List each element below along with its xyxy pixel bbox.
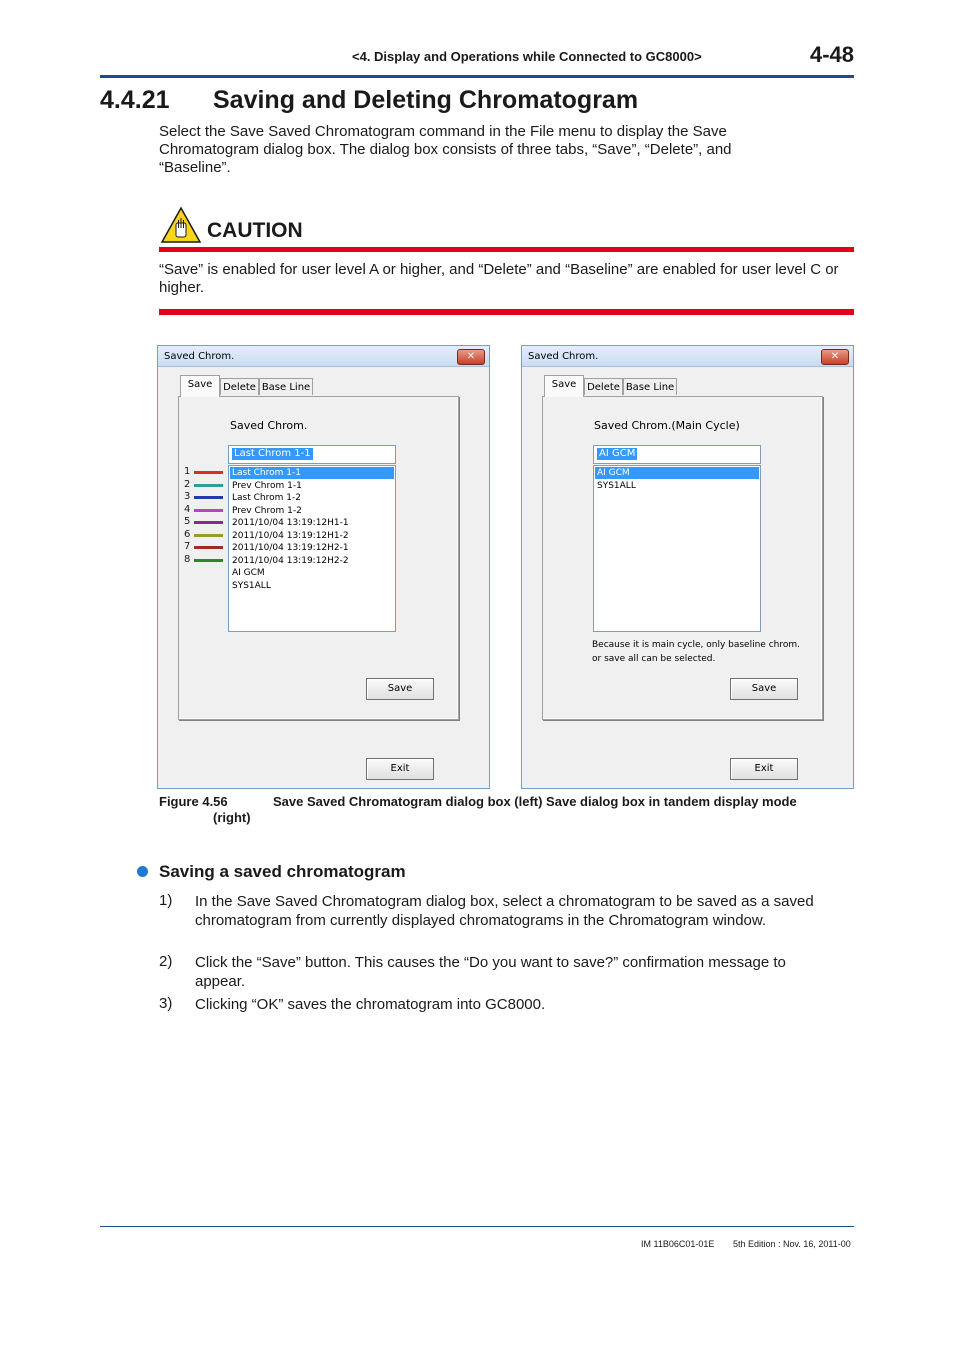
legend-number: 1 xyxy=(184,466,191,477)
tab-base-line[interactable]: Base Line xyxy=(623,378,677,395)
list-item[interactable]: Last Chrom 1-2 xyxy=(232,493,301,503)
page-number: 4-48 xyxy=(810,42,855,67)
list-item[interactable]: 2011/10/04 13:19:12H1-1 xyxy=(232,518,349,528)
chrom-listbox[interactable] xyxy=(593,465,761,632)
subsection-title: Saving a saved chromatogram xyxy=(159,862,406,881)
list-item[interactable]: Last Chrom 1-1 xyxy=(230,467,394,479)
list-item[interactable]: SYS1ALL xyxy=(232,580,271,591)
bullet-icon xyxy=(137,866,148,877)
figure-caption: Save Saved Chromatogram dialog box (left) Save dialog box in tandem display mode xyxy=(273,794,797,809)
caution-top-bar xyxy=(159,247,854,252)
main-cycle-note-line2: or save all can be selected. xyxy=(592,654,716,664)
list-item[interactable]: Prev Chrom 1-1 xyxy=(232,480,302,491)
legend-line xyxy=(194,546,223,549)
legend-number: 6 xyxy=(184,528,191,540)
tab-save[interactable]: Save xyxy=(180,375,220,397)
chrom-combo[interactable] xyxy=(593,445,761,464)
step-number: 2) xyxy=(159,953,173,970)
legend-line xyxy=(194,509,223,512)
combo-value: Last Chrom 1-1 xyxy=(234,448,311,459)
group-label: Saved Chrom. xyxy=(230,419,308,432)
chrom-combo[interactable] xyxy=(228,445,396,464)
caution-hand-icon xyxy=(160,206,202,244)
figure-caption-continued: (right) xyxy=(213,810,251,825)
intro-paragraph: Select the Save Saved Chromatogram command in the File menu to display the Save Chromatogram dialog box. The dialog box consists of three tabs, “Save”, “Delete”, and “Baseline”. xyxy=(159,123,732,176)
combo-value: AI GCM xyxy=(599,448,636,459)
caution-text: “Save” is enabled for user level A or higher, and “Delete” and “Baseline” are enabled for user level C or higher. xyxy=(159,261,839,296)
list-item[interactable]: 2011/10/04 13:19:12H2-2 xyxy=(232,555,349,566)
save-button[interactable]: Save xyxy=(366,678,434,700)
dialog-titlebar xyxy=(158,346,489,367)
close-button[interactable]: ✕ xyxy=(821,349,849,365)
list-item[interactable]: Prev Chrom 1-2 xyxy=(232,505,302,516)
dialog-titlebar xyxy=(522,346,853,367)
legend-number: 7 xyxy=(184,541,191,552)
exit-button[interactable]: Exit xyxy=(730,758,798,780)
chapter-header: <4. Display and Operations while Connected to GC8000> xyxy=(352,49,702,64)
saved-chrom-dialog-left xyxy=(157,345,490,789)
step-text: Clicking “OK” saves the chromatogram into GC8000. xyxy=(195,996,546,1013)
legend-number: 2 xyxy=(184,478,191,490)
list-item[interactable]: AI GCM xyxy=(595,467,759,479)
dialog-title: Saved Chrom. xyxy=(528,351,599,362)
footer-edition: 5th Edition : Nov. 16, 2011-00 xyxy=(733,1239,851,1249)
legend-number: 4 xyxy=(184,503,191,515)
legend-number: 8 xyxy=(184,553,191,565)
header-rule xyxy=(100,75,854,78)
legend-line xyxy=(194,471,223,474)
legend-line xyxy=(194,484,223,487)
footer-rule xyxy=(100,1226,854,1227)
chrom-listbox[interactable] xyxy=(228,465,396,632)
tab-base-line[interactable]: Base Line xyxy=(259,378,313,395)
caution-label: CAUTION xyxy=(207,219,303,242)
footer-doc-id: IM 11B06C01-01E xyxy=(641,1239,715,1249)
tab-delete[interactable]: Delete xyxy=(584,378,623,395)
list-item[interactable]: 2011/10/04 13:19:12H2-1 xyxy=(232,543,349,553)
section-number: 4.4.21 xyxy=(100,86,170,114)
tab-delete[interactable]: Delete xyxy=(220,378,259,395)
list-item[interactable]: SYS1ALL xyxy=(597,480,636,491)
step-number: 1) xyxy=(159,892,173,909)
list-item[interactable]: AI GCM xyxy=(232,568,265,578)
list-item[interactable]: 2011/10/04 13:19:12H1-2 xyxy=(232,530,349,541)
close-button[interactable]: ✕ xyxy=(457,349,485,365)
legend-number: 3 xyxy=(184,491,191,502)
save-button[interactable]: Save xyxy=(730,678,798,700)
step-text: Click the “Save” button. This causes the “Do you want to save?” confirmation message to appear. xyxy=(195,954,786,990)
legend-number: 5 xyxy=(184,516,191,527)
step-number: 3) xyxy=(159,995,173,1012)
dialog-title: Saved Chrom. xyxy=(164,351,235,362)
figure-number: Figure 4.56 xyxy=(159,794,228,809)
main-cycle-note-line1: Because it is main cycle, only baseline chrom. xyxy=(592,640,800,650)
exit-button[interactable]: Exit xyxy=(366,758,434,780)
legend-line xyxy=(194,521,223,524)
group-label: Saved Chrom.(Main Cycle) xyxy=(594,419,740,432)
section-title: Saving and Deleting Chromatogram xyxy=(213,86,639,114)
tab-save[interactable]: Save xyxy=(544,375,584,397)
caution-bottom-bar xyxy=(159,309,854,315)
step-text: In the Save Saved Chromatogram dialog box, select a chromatogram to be saved as a saved chromatogram from currently displayed chromatograms in the Chromatogram window. xyxy=(195,893,814,929)
saved-chrom-dialog-right xyxy=(521,345,854,789)
legend-line xyxy=(194,496,223,499)
legend-line xyxy=(194,559,223,562)
legend-line xyxy=(194,534,223,537)
